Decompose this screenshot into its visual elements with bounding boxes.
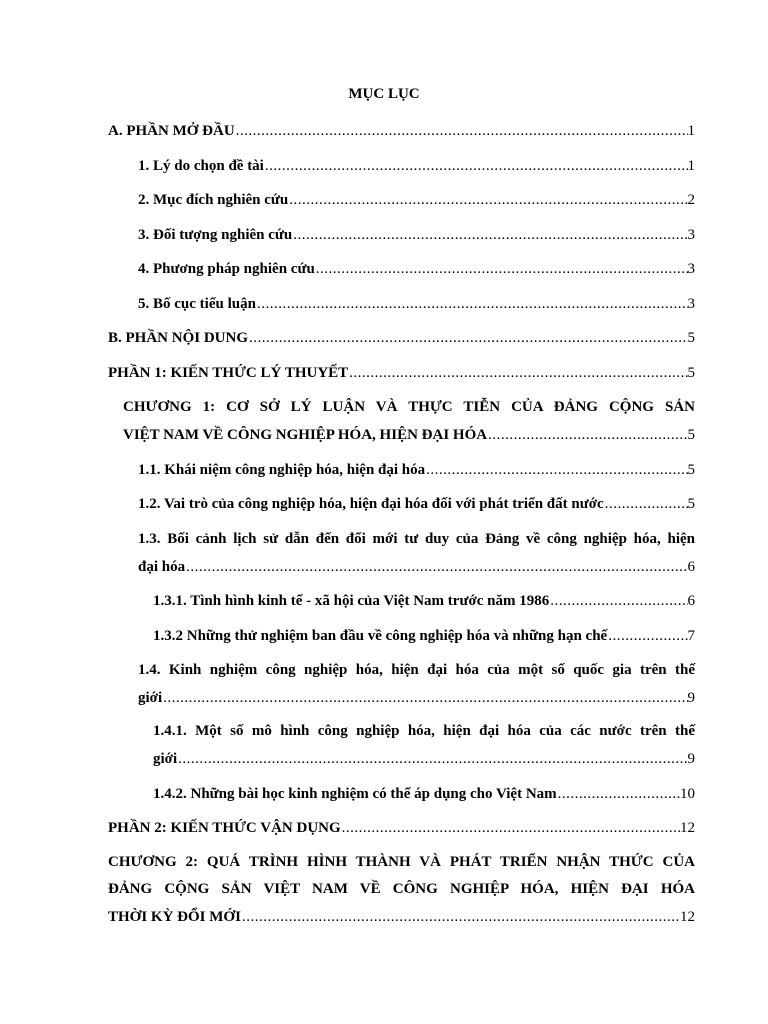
toc-page-number: 3 bbox=[687, 227, 695, 243]
toc-entry-chuong-1[interactable] bbox=[123, 398, 695, 416]
toc-entry-4[interactable] bbox=[138, 260, 695, 278]
toc-entry-text: 5. Bố cục tiểu luận bbox=[138, 296, 256, 312]
toc-page-number: 5 bbox=[687, 462, 695, 478]
toc-entry-text: VIỆT NAM VỀ CÔNG NGHIỆP HÓA, HIỆN ĐẠI HÓA bbox=[123, 427, 488, 443]
toc-entry-text-line1: CHƯƠNG 1: CƠ SỞ LÝ LUẬN VÀ THỰC TIỄN CỦA ĐẢNG CỘNG SẢN bbox=[123, 399, 695, 415]
toc-entry-text: đại hóa bbox=[138, 559, 186, 575]
toc-entry-phan-2[interactable] bbox=[108, 819, 695, 837]
toc-page-number: 2 bbox=[687, 192, 695, 208]
toc-page-number: 3 bbox=[687, 296, 695, 312]
toc-entry-chuong-1-cont[interactable] bbox=[123, 426, 695, 444]
toc-entry-1-3-2[interactable] bbox=[153, 627, 695, 645]
toc-leader-dots bbox=[236, 122, 688, 140]
toc-entry-1-2[interactable] bbox=[138, 495, 695, 513]
toc-page-number: 5 bbox=[687, 427, 695, 443]
toc-leader-dots bbox=[293, 226, 687, 244]
toc-entry-a[interactable] bbox=[108, 122, 695, 140]
toc-leader-dots bbox=[550, 592, 687, 610]
toc-title: MỤC LỤC bbox=[348, 86, 420, 102]
toc-entry-5[interactable] bbox=[138, 295, 695, 313]
toc-page-number: 1 bbox=[687, 158, 695, 174]
toc-entry-text: PHẦN 1: KIẾN THỨC LÝ THUYẾT bbox=[108, 365, 349, 381]
toc-entry-1-4-1-cont[interactable] bbox=[153, 750, 695, 768]
toc-page-number: 5 bbox=[687, 330, 695, 346]
toc-entry-1-4-1[interactable] bbox=[153, 722, 695, 740]
toc-entry-text: 1. Lý do chọn đề tài bbox=[138, 158, 264, 174]
toc-leader-dots bbox=[163, 689, 687, 707]
toc-entry-1-4[interactable] bbox=[138, 661, 695, 679]
toc-entry-text: 1.1. Khái niệm công nghiệp hóa, hiện đại hóa bbox=[138, 462, 426, 478]
toc-entry-text: giới bbox=[138, 690, 163, 706]
toc-page-number: 3 bbox=[687, 261, 695, 277]
toc-leader-dots bbox=[342, 819, 680, 837]
toc-entry-chuong-2[interactable] bbox=[108, 853, 695, 871]
toc-entry-1-3-cont[interactable] bbox=[138, 558, 695, 576]
toc-entry-text: B. PHẦN NỘI DUNG bbox=[108, 330, 249, 346]
toc-page-number: 5 bbox=[687, 496, 695, 512]
toc-entry-text-line1: CHƯƠNG 2: QUÁ TRÌNH HÌNH THÀNH VÀ PHÁT TRIỂN NHẬN THỨC CỦA bbox=[108, 854, 695, 870]
toc-entry-text: 1.4.2. Những bài học kinh nghiệm có thể áp dụng cho Việt Nam bbox=[153, 786, 557, 802]
toc-page-number: 12 bbox=[680, 820, 695, 836]
toc-leader-dots bbox=[242, 908, 680, 926]
toc-entry-text: 1.3.2 Những thử nghiệm ban đầu về công nghiệp hóa và những hạn chế bbox=[153, 628, 608, 644]
toc-entry-1-4-cont[interactable] bbox=[138, 689, 695, 707]
toc-entry-chuong-2-cont[interactable] bbox=[108, 908, 695, 926]
toc-entry-1[interactable] bbox=[138, 157, 695, 175]
toc-leader-dots bbox=[316, 260, 688, 278]
toc-page-number: 7 bbox=[687, 628, 695, 644]
toc-entry-chuong-2-line2[interactable] bbox=[108, 880, 695, 898]
toc-leader-dots bbox=[426, 461, 687, 479]
toc-entry-2[interactable] bbox=[138, 191, 695, 209]
toc-leader-dots bbox=[186, 558, 687, 576]
toc-page-number: 1 bbox=[687, 123, 695, 139]
toc-entry-1-4-2[interactable] bbox=[153, 785, 695, 803]
toc-entry-text-line2: ĐẢNG CỘNG SẢN VIỆT NAM VỀ CÔNG NGHIỆP HÓA, HIỆN ĐẠI HÓA bbox=[108, 881, 695, 897]
toc-entry-text-line1: 1.3. Bối cảnh lịch sử dẫn đến đổi mới tư duy của Đảng về công nghiệp hóa, hiện bbox=[138, 531, 695, 547]
toc-page-number: 6 bbox=[687, 559, 695, 575]
toc-leader-dots bbox=[257, 295, 688, 313]
toc-leader-dots bbox=[249, 329, 687, 347]
toc-leader-dots bbox=[289, 191, 687, 209]
toc-entry-1-3[interactable] bbox=[138, 530, 695, 548]
toc-leader-dots bbox=[608, 627, 687, 645]
toc-page-number: 12 bbox=[680, 909, 695, 925]
toc-entry-text: 3. Đối tượng nghiên cứu bbox=[138, 227, 293, 243]
toc-entry-text: giới bbox=[153, 751, 178, 767]
toc-leader-dots bbox=[349, 364, 687, 382]
toc-entry-phan-1[interactable] bbox=[108, 364, 695, 382]
toc-leader-dots bbox=[265, 157, 688, 175]
toc-entry-text: THỜI KỲ ĐỔI MỚI bbox=[108, 909, 241, 925]
toc-entry-text: 1.3.1. Tình hình kinh tế - xã hội của Việt Nam trước năm 1986 bbox=[153, 593, 550, 609]
toc-page-number: 6 bbox=[687, 593, 695, 609]
toc-entry-text: A. PHẦN MỞ ĐẦU bbox=[108, 123, 235, 139]
toc-entry-text: 4. Phương pháp nghiên cứu bbox=[138, 261, 315, 277]
toc-entry-text: 1.2. Vai trò của công nghiệp hóa, hiện đại hóa đối với phát triển đất nước bbox=[138, 496, 604, 512]
toc-leader-dots bbox=[605, 495, 688, 513]
toc-entry-3[interactable] bbox=[138, 226, 695, 244]
toc-page-number: 9 bbox=[687, 690, 695, 706]
toc-leader-dots bbox=[558, 785, 680, 803]
toc-entry-b[interactable] bbox=[108, 329, 695, 347]
toc-entry-1-1[interactable] bbox=[138, 461, 695, 479]
toc-page-number: 5 bbox=[687, 365, 695, 381]
toc-leader-dots bbox=[488, 426, 687, 444]
toc-entry-text: 2. Mục đích nghiên cứu bbox=[138, 192, 289, 208]
toc-entry-1-3-1[interactable] bbox=[153, 592, 695, 610]
toc-page-number: 10 bbox=[680, 786, 695, 802]
toc-entry-text-line1: 1.4. Kinh nghiệm công nghiệp hóa, hiện đại hóa của một số quốc gia trên thế bbox=[138, 662, 695, 678]
toc-entry-text: PHẦN 2: KIẾN THỨC VẬN DỤNG bbox=[108, 820, 341, 836]
toc-page-number: 9 bbox=[687, 751, 695, 767]
toc-entry-text-line1: 1.4.1. Một số mô hình công nghiệp hóa, hiện đại hóa của các nước trên thế bbox=[153, 723, 695, 739]
toc-leader-dots bbox=[178, 750, 687, 768]
